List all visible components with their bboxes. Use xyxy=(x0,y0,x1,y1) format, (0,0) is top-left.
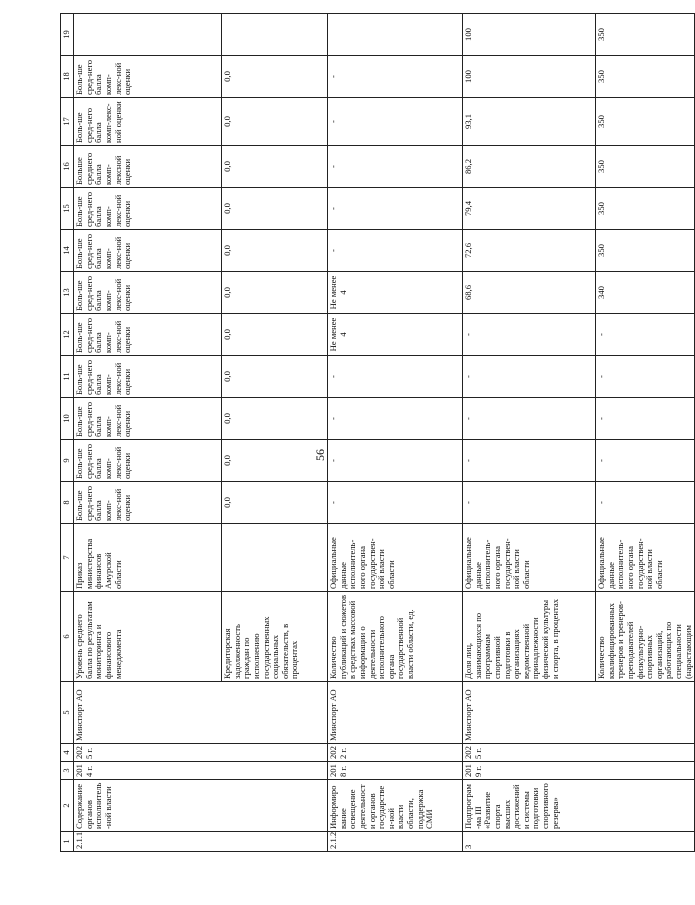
column-number-row xyxy=(61,14,74,852)
rotated-table-page xyxy=(60,28,693,852)
indicator-name: Уровень среднего балла по результатам мониторинга и финансового менеджмента xyxy=(74,592,222,682)
value-cell: - xyxy=(596,356,695,398)
value-cell: 0,0 xyxy=(222,356,328,398)
end-year: 2025 г. xyxy=(74,744,328,762)
value-cell: 0,0 xyxy=(222,146,328,188)
value-cell: - xyxy=(328,230,463,272)
value-cell: Боль-ше сред-него балла комп-лекс-ной оценки xyxy=(74,230,222,272)
data-source: Официальные данные исполнитель-ного органа государствен-ной власти области xyxy=(328,524,463,592)
value-cell: - xyxy=(463,482,596,524)
col-num-3: 3 xyxy=(61,762,74,780)
col-num-17: 17 xyxy=(61,98,74,146)
data-source: Приказ министерства финансов Амурской области xyxy=(74,524,222,592)
value-cell: 100 xyxy=(463,14,596,56)
col-num-14: 14 xyxy=(61,230,74,272)
value-cell: 350 xyxy=(596,14,695,56)
data-source: Официальные данные исполнитель-ного органа государствен-ной власти области xyxy=(463,524,596,592)
activity-name: Информирование освещение деятельности органов государствен-ной власти области, поддержка СМИ xyxy=(328,780,463,832)
col-num-18: 18 xyxy=(61,56,74,98)
end-year: 2022 г. xyxy=(328,744,463,762)
value-cell: Больше среднего балла комп-лексной оценки xyxy=(74,146,222,188)
value-cell xyxy=(328,14,463,56)
executor: Минспорт АО xyxy=(328,682,463,744)
value-cell xyxy=(222,14,328,56)
value-cell: Боль-ше сред-него балла комп-лекс-ной оценки xyxy=(74,272,222,314)
col-num-10: 10 xyxy=(61,398,74,440)
value-cell: Боль-ше сред-него балла комп-лекс-ной оценки xyxy=(74,314,222,356)
data-source xyxy=(222,524,328,592)
value-cell: - xyxy=(596,398,695,440)
start-year: 2014 г. xyxy=(74,762,328,780)
col-num-1: 1 xyxy=(61,832,74,852)
indicator-name: Доля лиц, занимающихся по программам спортивной подготовки в организациях ведомственной принадлежности физической культуры и спорта, в процентах xyxy=(463,592,596,682)
start-year: 2018 г. xyxy=(328,762,463,780)
value-cell: 340 xyxy=(596,272,695,314)
value-cell: Не менее 4 xyxy=(328,314,463,356)
value-cell: - xyxy=(328,482,463,524)
value-cell: - xyxy=(463,398,596,440)
value-cell: 0,0 xyxy=(222,314,328,356)
end-year: 2025 г. xyxy=(463,744,695,762)
value-cell: Не менее 4 xyxy=(328,272,463,314)
col-num-6: 6 xyxy=(61,592,74,682)
value-cell: 93,1 xyxy=(463,98,596,146)
value-cell: - xyxy=(328,98,463,146)
value-cell: 0,0 xyxy=(222,230,328,272)
col-num-5: 5 xyxy=(61,682,74,744)
value-cell: - xyxy=(463,356,596,398)
value-cell: Боль-ше сред-него балла комп-лекс-ной оценки xyxy=(74,482,222,524)
program-indicators-table xyxy=(60,13,695,852)
col-num-11: 11 xyxy=(61,356,74,398)
value-cell: - xyxy=(328,146,463,188)
value-cell: 350 xyxy=(596,56,695,98)
value-cell xyxy=(74,14,222,56)
value-cell: 0,0 xyxy=(222,188,328,230)
col-num-9: 9 xyxy=(61,440,74,482)
value-cell: 79,4 xyxy=(463,188,596,230)
value-cell: Боль-ше сред-него балла комп-лекс-ной оценки xyxy=(74,440,222,482)
indicator-name: Количество квалифицированных тренеров и тренеров-преподавателей физкультурно-спортивных организаций, работающих по специальности (нарастающим xyxy=(596,592,695,682)
indicator-name: Количество публикаций и сюжетов в средствах массовой информации о деятельности исполнительного органа государственной власти области, ед. xyxy=(328,592,463,682)
table-row xyxy=(463,14,596,852)
col-num-2: 2 xyxy=(61,780,74,832)
value-cell: 0,0 xyxy=(222,272,328,314)
value-cell: Боль-ше сред-него балла комп-лекс-ной оценки xyxy=(74,356,222,398)
value-cell: - xyxy=(328,56,463,98)
indicator-name: Кредиторская задолженность граждан по исполнению государственных социальных обязательств, в процентах xyxy=(222,592,328,682)
activity-name: Содержание органов исполнитель-ной власти xyxy=(74,780,328,832)
value-cell: 68,6 xyxy=(463,272,596,314)
value-cell: 350 xyxy=(596,146,695,188)
col-num-7: 7 xyxy=(61,524,74,592)
value-cell: 72,6 xyxy=(463,230,596,272)
value-cell: 0,0 xyxy=(222,482,328,524)
value-cell: 0,0 xyxy=(222,98,328,146)
executor: Минспорт АО xyxy=(74,682,328,744)
value-cell: - xyxy=(596,482,695,524)
value-cell: - xyxy=(596,440,695,482)
data-source: Официальные данные исполнитель-ного органа государствен-ной власти области xyxy=(596,524,695,592)
row-number: 2.1.1 xyxy=(74,832,328,852)
value-cell: - xyxy=(328,188,463,230)
table-row xyxy=(74,14,222,852)
value-cell: - xyxy=(596,314,695,356)
value-cell: 350 xyxy=(596,188,695,230)
col-num-15: 15 xyxy=(61,188,74,230)
value-cell: 0,0 xyxy=(222,440,328,482)
executor: Минспорт АО xyxy=(463,682,695,744)
value-cell: 100 xyxy=(463,56,596,98)
value-cell: 350 xyxy=(596,98,695,146)
row-number: 2.1.2 xyxy=(328,832,463,852)
activity-name: Подпрограм-ма III «Развитие спорта высших достижений и системы подготовки спортивного резерва» xyxy=(463,780,695,832)
value-cell: - xyxy=(463,314,596,356)
col-num-19: 19 xyxy=(61,14,74,56)
start-year: 2019 г. xyxy=(463,762,695,780)
table-row xyxy=(328,14,463,852)
page-number: 56 xyxy=(313,449,327,461)
value-cell: 350 xyxy=(596,230,695,272)
col-num-16: 16 xyxy=(61,146,74,188)
value-cell: Боль-ше сред-него балла комп-лекс-ной оценки xyxy=(74,98,222,146)
value-cell: Боль-ше сред-него балла комп-лекс-ной оценки xyxy=(74,188,222,230)
value-cell: - xyxy=(328,440,463,482)
value-cell: Боль-ше сред-него балла комп-лекс-ной оценки xyxy=(74,398,222,440)
value-cell: Боль-ше сред-него балла комп-лекс-ной оценки xyxy=(74,56,222,98)
row-number: 3 xyxy=(463,832,695,852)
col-num-13: 13 xyxy=(61,272,74,314)
value-cell: - xyxy=(463,440,596,482)
value-cell: 0,0 xyxy=(222,56,328,98)
value-cell: - xyxy=(328,398,463,440)
value-cell: 86,2 xyxy=(463,146,596,188)
col-num-8: 8 xyxy=(61,482,74,524)
col-num-4: 4 xyxy=(61,744,74,762)
value-cell: - xyxy=(328,356,463,398)
value-cell: 0,0 xyxy=(222,398,328,440)
col-num-12: 12 xyxy=(61,314,74,356)
